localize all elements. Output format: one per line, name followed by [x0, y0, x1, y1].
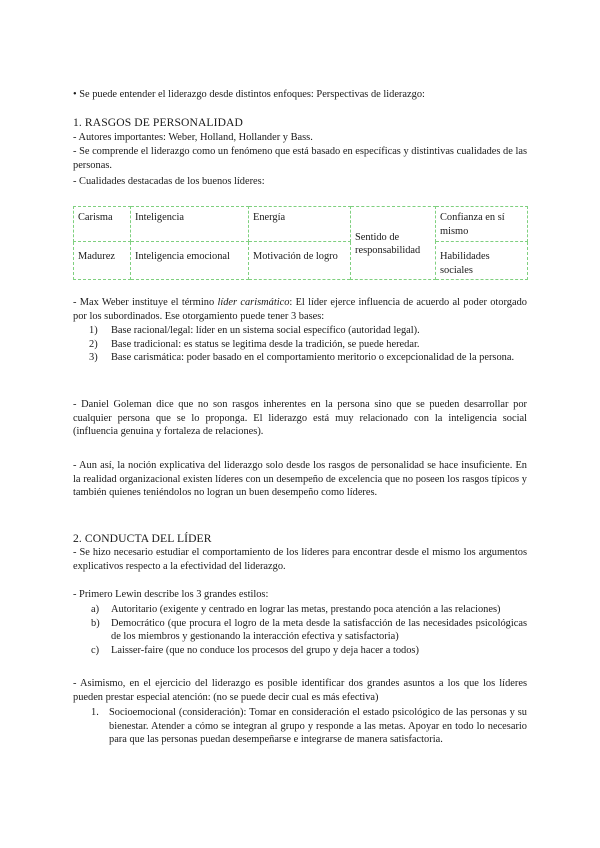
table-row — [74, 207, 528, 242]
intro-line: • Se puede entender el liderazgo desde distintos enfoques: Perspectivas de liderazgo: — [73, 89, 425, 100]
list-item: c) Laisser-faire (que no conduce los procesos del grupo y deja hacer a todos) — [91, 644, 419, 656]
concept-paragraph: - Se comprende el liderazgo como un fenómeno que está basado en específicas y distintivas cualidades de las personas. — [73, 146, 527, 171]
table-cell: Energía — [249, 207, 351, 242]
table-cell: Carisma — [74, 207, 131, 242]
table-cell: Habilidades sociales — [436, 242, 528, 280]
table-row — [74, 242, 528, 280]
weber-term: líder carismático — [217, 297, 290, 308]
focus-areas-paragraph: - Asimismo, en el ejercicio del liderazgo es posible identificar dos grandes asuntos a los que los líderes pueden prestar especial atención: (no se puede decir cual es más efectiva) — [73, 678, 527, 703]
focus-areas-list — [73, 706, 527, 747]
list-item: 1) Base racional/legal: líder en un sistema social específico (autoridad legal). — [89, 325, 420, 336]
qualities-table — [73, 206, 528, 280]
weber-text-b: : El líder ejerce influencia de acuerdo al poder otorgado por los subordinados. Ese otorgamiento puede tener 3 bases: — [73, 297, 527, 322]
lewin-intro: - Primero Lewin describe los 3 grandes estilos: — [73, 589, 269, 600]
weber-paragraph — [73, 296, 527, 323]
list-item: 1. Socioemocional (consideración): Tomar en consideración el estado psicológico de las personas y su bienestar. Atender a cómo se integran al grupo y responde a las metas. Apoyar en todo lo necesario para que las personas puedan desempeñarse e integrarse de manera satisfactoria. — [91, 707, 527, 746]
table-cell: Inteligencia — [131, 207, 249, 242]
insufficiency-paragraph: - Aun así, la noción explicativa del liderazgo solo desde los rasgos de personalidad se hace insuficiente. En la realidad organizacional existen líderes con un desempeño de excelencia que no poseen los rasgos típicos y también quienes teniéndolos no logran un buen desempeño como líderes. — [73, 460, 527, 499]
table-cell: Motivación de logro — [249, 242, 351, 280]
list-item: b) Democrático (que procura el logro de la meta desde la satisfacción de las necesidades psicológicas de los miembros y gestionando la interacción efectiva y satisfactoria) — [91, 617, 527, 643]
lewin-styles-list — [73, 603, 527, 657]
authors-line: - Autores importantes: Weber, Holland, Hollander y Bass. — [73, 132, 313, 143]
table-cell: Confianza en sí mismo — [436, 207, 528, 242]
qualities-intro: - Cualidades destacadas de los buenos líderes: — [73, 176, 265, 187]
weber-text-a: - Max Weber instituye el término — [73, 297, 218, 308]
list-item: 2) Base tradicional: es status se legitima desde la tradición, se puede heredar. — [89, 338, 420, 350]
goleman-paragraph: - Daniel Goleman dice que no son rasgos inherentes en la persona sino que se pueden desarrollar por cualquier persona que se lo proponga. El liderazgo está muy relacionado con la inteligencia social (influencia genuina y fortaleza de relaciones). — [73, 399, 527, 438]
list-item: a) Autoritario (exigente y centrado en lograr las metas, prestando poca atención a las relaciones) — [91, 604, 501, 615]
section-2-heading: 2. CONDUCTA DEL LÍDER — [73, 532, 212, 545]
behavior-paragraph: - Se hizo necesario estudiar el comportamiento de los líderes para encontrar desde el mismo los argumentos explicativos respecto a la efectividad del liderazgo. — [73, 547, 527, 572]
table-cell: Sentido de responsabilidad — [351, 207, 436, 280]
section-1-heading: 1. RASGOS DE PERSONALIDAD — [73, 116, 243, 129]
weber-bases-list — [73, 324, 527, 365]
list-item: 3) Base carismática: poder basado en el comportamiento meritorio o excepcionalidad de la persona. — [89, 352, 515, 364]
table-cell: Madurez — [74, 242, 131, 280]
table-cell: Inteligencia emocional — [131, 242, 249, 280]
